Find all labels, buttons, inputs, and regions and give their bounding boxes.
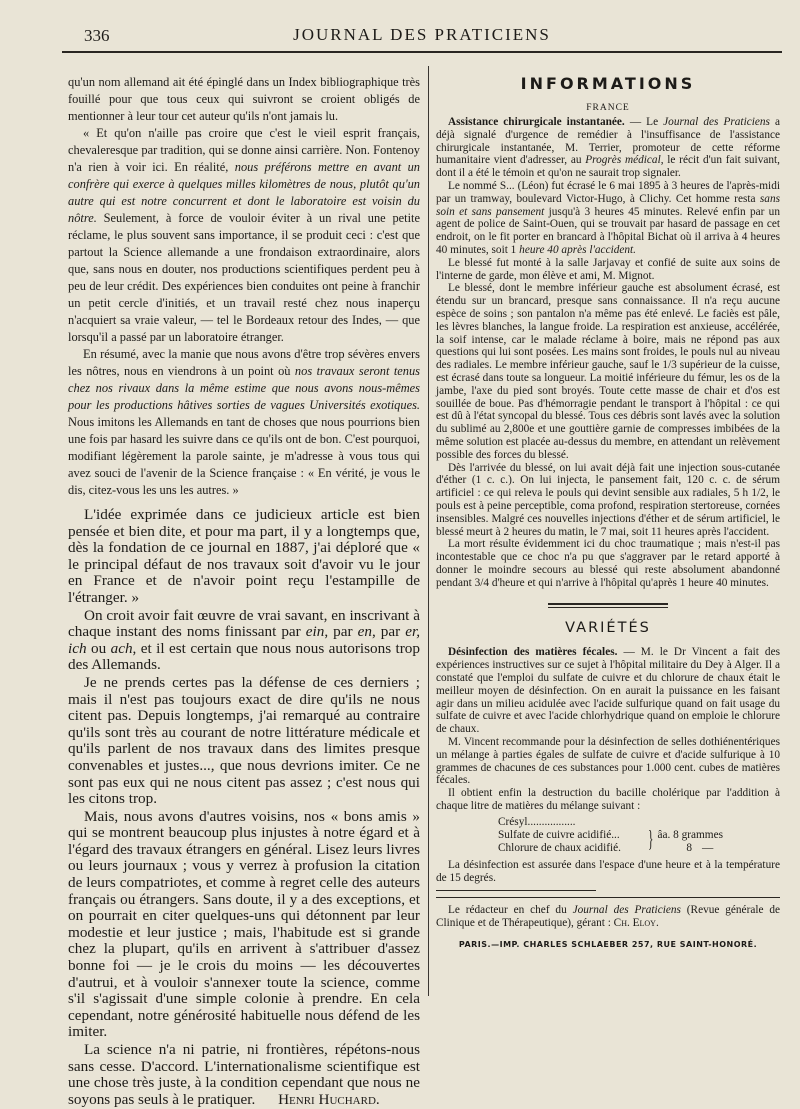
editor-note: Le rédacteur en chef du Journal des Praticiens (Revue générale de Clinique et de Thérapeutique), gérant : Ch. Eloy. [436,904,781,930]
formula-ingredient: Crésyl................. [498,815,576,828]
section-title-informations: INFORMATIONS [520,74,696,93]
disinfectant-formula [436,816,780,855]
editor-name: Ch. Eloy. [613,917,659,930]
column-divider [428,66,429,996]
subheading-france: FRANCE [586,103,630,113]
header-rule [62,51,782,53]
printer-imprint: PARIS.—IMP. CHARLES SCHLAEBER 257, RUE SAINT-HONORÉ. [458,940,758,950]
paragraph: Mais, nous avons d'autres voisins, nos « bons amis » qui se montrent beaucoup plus injustes à notre égard et à l'égard des travaux étrangers en général. Lisez leurs livres ou leurs journaux ; vous y verrez à profusion la citation de leurs compatriotes, et comme à regret celle des auteurs français ou étrangers. Sans doute, il y a des exceptions, et on pourrait en citer quelques-uns qui détonnent par leur modestie et leur justice ; mais, l'habitude est si grande chez la plupart, qu'ils en arrivent à s'attribuer d'assez bonne foi — je le crois du moins — les découvertes d'autrui, et à vouloir s'annexer toute la science, comme s'il s'agissait d'une simple colonie à prendre. En cela cependant, notre générosité habituelle nous défend de les imiter. [68,807,420,1041]
paragraph: qu'un nom allemand ait été épinglé dans un Index bibliographique très fouillé pour que tous ceux qui suivront se croient obligés de mentionner à leur tour cet auteur qu'ils n'ont jamais lu. [68,75,420,123]
right-column [436,72,780,949]
paragraph: Dès l'arrivée du blessé, on lui avait déjà fait une injection sous-cutanée d'éther (1 c. c.). On lui injecta, le pansement fait, 120 c. c. de sérum artificiel : ce qui releva le pouls qui devint sensible aux radiales, 5 h 1/2, le pouls est à peine perceptible, coma profond, respiration stertoreuse, cornées insensibles. Malgré ces nouvelles injections d'éther et de sérum artificiel, le blessé meurt à 2 heures du matin, le 7 mai, soit 11 heures après l'accident. [436,461,780,538]
paragraph: Il obtient enfin la destruction du bacille cholérique par l'addition à chaque litre de matières du mélange suivant : [436,787,780,813]
paragraph: En résumé, avec la manie que nous avons d'être trop sévères envers les nôtres, nous en viendrons à un point où nos travaux seront tenus chez nos rivaux dans la même estime que nous avons nous-mêmes pour les productions hâtives sorties de vagues Universités exotiques. Nous imitons les Allemands en tant de choses que nous pourrions bien une fois par hasard les suivre dans ce qu'ils ont de bon. C'est pourquoi, modifiant légèrement la parole sainte, je m'adresse à vous tous qui avez souci de l'avenir de la Science française : « En vérité, je vous le dis, citez-vous les uns les autres. » [68,347,421,497]
news-item-assistance: Assistance chirurgicale instantanée. — Le Journal des Praticiens a déjà signalé d'urgence de remédier à l'insuffisance de l'assistance chirurgicale instantanée, M. Terrier, promoteur de cette réforme humanitaire vient d'adresser, au Progrès médical, le récit d'un fait suivant, dont il a été le témoin et qu'on ne saurait trop signaler. [436,116,780,180]
divider [436,890,596,891]
paragraph: L'idée exprimée dans ce judicieux article est bien pensée et bien dite, et pour ma part, il y a longtemps que, dès la fondation de ce journal en 1887, j'ai déploré que « le principal défaut de nos travaux soit d'avoir vu le jour en France et de n'avoir point reçu l'estampille de l'étranger. » [68,506,420,606]
article-quote-continuation [68,74,420,499]
paragraph: Le nommé S... (Léon) fut écrasé le 6 mai 1895 à 3 heures de l'après-midi par un tramway, boulevard Victor-Hugo, à Clichy. Cet homme resta sans soin et sans pansement jusqu'à 3 heures 45 minutes. Relevé enfin par un agent de police de Saint-Ouen, qui se trouvait par hasard de passage en cet endroit, on le fit porter en brancard à l'hôpital Bichat où il arriva à 4 heures 40 minutes, soit 1 heure 40 après l'accident. [436,179,780,256]
paragraph: La science n'a ni patrie, ni frontières, répétons-nous sans cesse. D'accord. L'internationalisme scientifique est une chose très juste, à la condition cependant que nous ne soyons pas seuls à le pratiquer. Henri Huchard. [68,1041,420,1108]
journal-title: JOURNAL DES PRATICIENS [293,25,551,44]
article-commentary [68,507,420,1108]
paragraph: Le blessé, dont le membre inférieur gauche est absolument écrasé, est étendu sur un brancard, presque sans connaissance. Il n'a reçu aucune espèce de soins ; son pantalon n'a même pas été enlevé. Le faciès est pâle, les lèvres blanches, la langue froide. La respiration est anxieuse, accélérée, la soif intense, car le malade réclame à boire, mais ne répond pas aux questions qui lui sont posées. Les mains sont froides, le pouls nul au niveau des radiales. Le membre inférieur gauche, sauf le 1/3 supérieur de la cuisse, est écrasé dans toute sa longueur. La moitié inférieure du fémur, les os de la jambe, l'axe du pied sont broyés. Toute cette masse de chair et d'os est souillée de boue. Pas d'hémorragie pendant le transport à l'hôpital : ce qui est dû à l'état syncopal du blessé. Tous ces débris sont lavés avec la solution du sublimé au 2,800e et une gouttière garnie de compresses imbibées de la même solution est placée au-dessus du membre, en attendant un relèvement possible des forces du blessé. [436,282,780,461]
left-column [68,74,420,1109]
paragraph: Le blessé fut monté à la salle Jarjavay et confié de suite aux soins de l'interne de garde, mon élève et ami, M. Mignot. [436,256,780,282]
paragraph: M. Vincent recommande pour la désinfection de selles dothiénentériques un mélange à parties égales de sulfate de cuivre et d'acide sulfurique à 10 grammes de chacunes de ces substances pour 1.000 cent. cubes de matières fécales. [436,736,780,787]
formula-quantity: âa. 8 grammes [657,828,723,841]
page-header [62,22,782,50]
formula-ingredient: Chlorure de chaux acidifié. [498,841,621,854]
divider [436,897,780,898]
formula-ingredient: Sulfate de cuivre acidifié... [498,828,620,841]
section-title-varietes: VARIÉTÉS [565,620,651,637]
formula-quantity: 8 [686,841,692,854]
section-divider [548,603,668,608]
author-signature: Henri Huchard. [278,1090,380,1108]
paragraph: La désinfection est assurée dans l'espace d'une heure et à la température de 15 degrés. [436,858,780,884]
news-item-desinfection: Désinfection des matières fécales. — M. le Dr Vincent a fait des expériences instructives sur ce sujet à l'hôpital militaire du Dey à Alger. Il a constaté que l'emploi du sulfate de cuivre et du chlorure de chaux était le meilleur moyen de désinfection. On en aurait la puissance en les faisant agir dans un milieu acidulée avec l'acide sulfurique quand on fait usage du sulfate de cuivre et avec l'acide chlorhydrique quand on emploie le chlorure de chaux. [436,646,780,736]
paragraph: « Et qu'on n'aille pas croire que c'est le vieil esprit français, chevaleresque par tradition, qui se donne ainsi carrière. Non. Fontenoy n'a rien à voir ici. En réalité, nous préférons mettre en avant un confrère qui exerce à quelques milles kilomètres de nous, plutôt qu'un autre qui est notre concurrent et dont le laboratoire est voisin du nôtre. Seulement, à force de vouloir éviter à un rival une petite réclame, le plus souvent sans importance, il se produit ceci : c'est que partout la Science allemande a une frondaison extraordinaire, alors que, sans nous en douter, nos productions scientifiques perdent peu à peu de leur crédit. Des expériences bien conduites ont peine à franchir un petit cercle d'initiés, et un travail resté chez nous inaperçu n'acquiert sa vraie valeur, — tel le Bordeaux retour des Indes, — que lorsqu'il a passé par un laboratoire étranger. [68,126,420,344]
paragraph: On croit avoir fait œuvre de vrai savant, en inscrivant à chaque instant des noms finissant par ein, par en, par er, ich ou ach, et il est certain que nous nous autorisons trop des Allemands. [68,606,420,674]
brace-glyph: } [648,827,654,853]
paragraph: La mort résulte évidemment ici du choc traumatique ; mais n'est-il pas incontestable que ce choc n'a pu que s'aggraver par le retard apporté à donner le moindre secours au blessé qui reste absolument abandonné pendant 3/4 d'heure et qui n'arrive à l'hôpital qu'après 1 heure 40 minutes. [436,538,780,589]
paragraph: Je ne prends certes pas la défense de ces derniers ; mais il n'est pas toujours exact de dire qu'ils ne nous citent pas. Depuis longtemps, j'ai remarqué au contraire qu'ils sont très au courant de notre littérature médicale et qu'ils parlent de nos travaux dans des limites presque convenables et justes..., que nous devrions imiter. Ce ne sont pas eux qui ne nous citent pas assez ; c'est nous qui les citons trop. [68,673,420,808]
page-number: 336 [84,26,110,45]
formula-unit: — [702,841,714,854]
